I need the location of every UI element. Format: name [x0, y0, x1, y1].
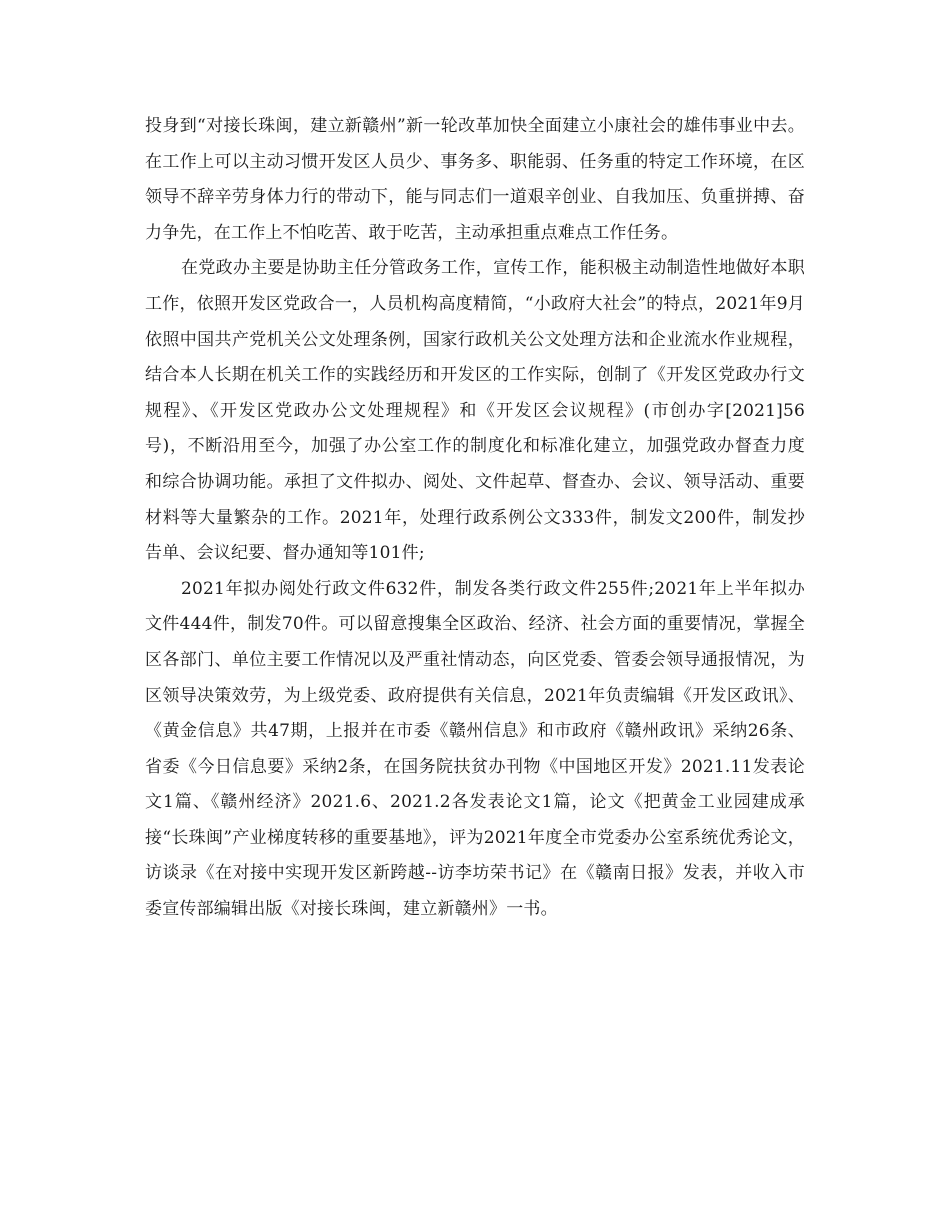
paragraph-1: 投身到“对接长珠闽，建立新赣州”新一轮改革加快全面建立小康社会的雄伟事业中去。在工作上可以主动习惯开发区人员少、事务多、职能弱、任务重的特定工作环境，在区领导不辞辛劳身体力行的带动下，能与同志们一道艰辛创业、自我加压、负重拼搏、奋力争先，在工作上不怕吃苦、敢于吃苦，主动承担重点难点工作任务。 — [145, 116, 805, 243]
paragraph-3: 2021年拟办阅处行政文件632件，制发各类行政文件255件;2021年上半年拟办文件444件，制发70件。可以留意搜集全区政治、经济、社会方面的重要情况，掌握全区各部门、单位主要工作情况以及严重社情动态，向区党委、管委会领导通报情况，为区领导决策效劳，为上级党委、政府提供有关信息，2021年负责编辑《开发区政讯》、《黄金信息》共47期，上报并在市委《赣州信息》和市政府《赣州政讯》采纳26条、省委《今日信息要》采纳2条，在国务院扶贫办刊物《中国地区开发》2021.11发表论文1篇、《赣州经济》2021.6、2021.2各发表论文1篇，论文《把黄金工业园建成承接“长珠闽”产业梯度转移的重要基地》，评为2021年度全市党委办公室系统优秀论文，访谈录《在对接中实现开发区新跨越--访李坊荣书记》在《赣南日报》发表，并收入市委宣传部编辑出版《对接长珠闽，建立新赣州》一书。 — [145, 578, 805, 920]
paragraph-2: 在党政办主要是协助主任分管政务工作，宣传工作，能积极主动制造性地做好本职工作，依照开发区党政合一，人员机构高度精简，“小政府大社会”的特点，2021年9月依照中国共产党机关公文处理条例，国家行政机关公文处理方法和企业流水作业规程，结合本人长期在机关工作的实践经历和开发区的工作实际，创制了《开发区党政办行文规程》、《开发区党政办公文处理规程》和《开发区会议规程》(市创办字[2021]56号)，不断沿用至今，加强了办公室工作的制度化和标准化建立，加强党政办督查力度和综合协调功能。承担了文件拟办、阅处、文件起草、督查办、会议、领导活动、重要材料等大量繁杂的工作。2021年，处理行政系例公文333件，制发文200件，制发抄告单、会议纪要、督办通知等101件; — [145, 258, 805, 564]
document-body — [145, 109, 805, 928]
